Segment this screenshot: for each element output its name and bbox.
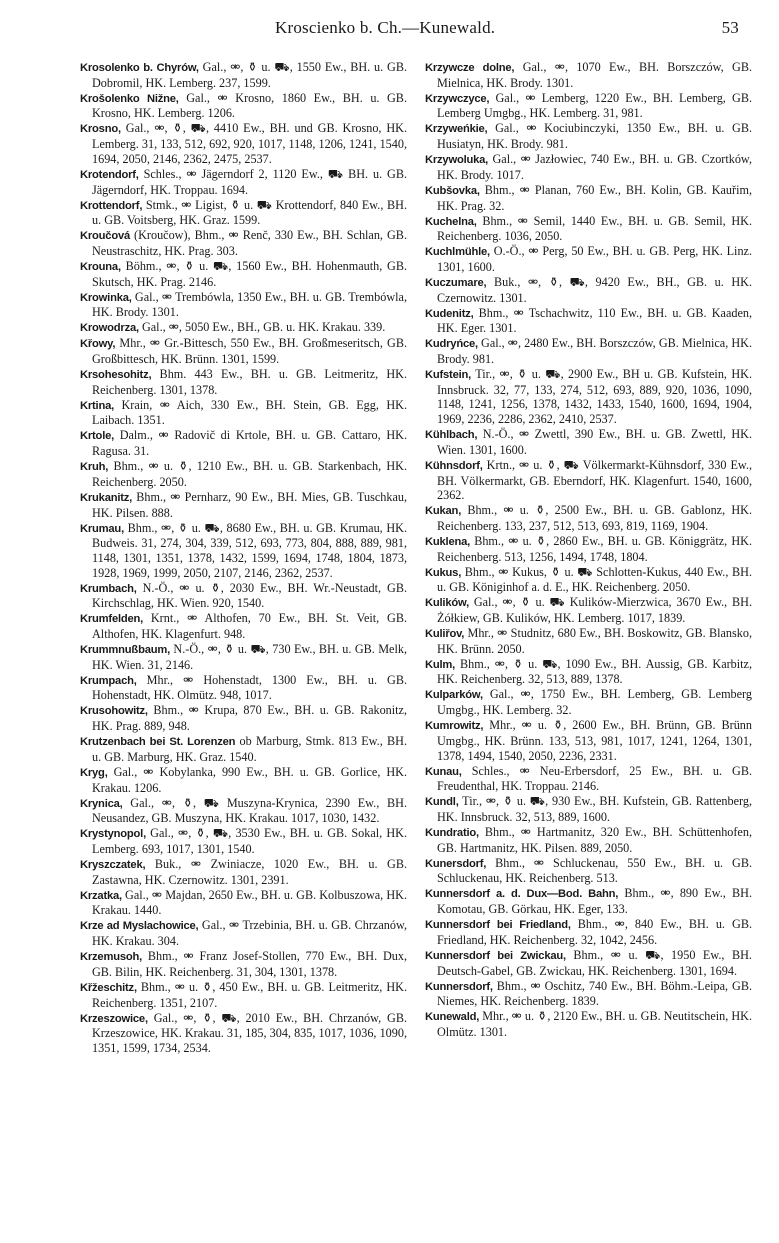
place-entry <box>425 275 752 305</box>
running-title: Kroscienko b. Ch.—Kunewald. <box>275 18 496 37</box>
place-name: Krutzenbach bei St. Lorenzen <box>80 736 236 749</box>
place-entry <box>425 458 752 503</box>
place-entry <box>425 183 752 213</box>
place-name: Krošolenko Nižne, <box>80 92 179 105</box>
place-entry <box>80 367 407 397</box>
left-column <box>80 60 407 1230</box>
place-name: Kuczumare, <box>425 276 487 289</box>
place-name: Kukus, <box>425 566 462 579</box>
place-details: Gal., ⚮, ⚱ u. ⛟, 1550 Ew., BH. u. GB. Dobromil, HK. Lemberg. 237, 1599. <box>92 60 408 90</box>
place-name: Krumbach, <box>80 582 137 595</box>
place-entry <box>80 459 407 489</box>
place-entry <box>80 1011 407 1056</box>
place-name: Kulparków, <box>425 689 483 702</box>
place-details: Bhm., ⚮ Tschachwitz, 110 Ew., BH. u. GB. Kaaden, HK. Eger. 1301. <box>437 305 752 336</box>
place-details: Tir., ⚮, ⚱ u. ⛟, 2900 Ew., BH u. GB. Kufstein, HK. Innsbruck. 32, 77, 133, 274, 512, 693, 889, 920, 1036, 1090, 1148, 1241, 1256, 1378, 1432, 1433, 1540, 1600, 1694, 1904, 1969, 2236, 2286, 2362, 2410, 2537. <box>437 367 752 427</box>
place-name: Kukan, <box>425 505 462 518</box>
place-entry <box>80 428 407 458</box>
place-name: Kudryńce, <box>425 338 478 351</box>
place-entry <box>80 259 407 289</box>
place-details: Schles., ⚮ Jägerndorf 2, 1120 Ew., ⛟ BH. u. GB. Jägerndorf, HK. Troppau. 1694. <box>92 166 407 197</box>
place-name: Krzyweńkie, <box>425 123 488 136</box>
place-details: ob Marburg, Stmk. 813 Ew., BH. u. GB. Marburg, HK. Graz. 1540. <box>92 734 407 764</box>
place-name: Kunersdorf, <box>425 857 487 870</box>
place-entry <box>80 581 407 611</box>
place-details: Gal., ⚮, ⚱, ⛟, 4410 Ew., BH. und GB. Krosno, HK. Lemberg. 31, 133, 512, 692, 920, 1017, 1148, 1206, 1241, 1540, 1694, 2050, 2146, 2362, 2475, 2537. <box>92 121 407 166</box>
place-name: Krtole, <box>80 430 115 443</box>
place-details: Mhr., ⚮ u. ⚱, 2600 Ew., BH. Brünn, GB. Brünn Umgbg., HK. Brünn. 133, 513, 981, 1017, 1241, 1264, 1301, 1378, 1494, 1540, 2050, 2236, 2331. <box>437 718 752 763</box>
entry-columns <box>80 60 752 1230</box>
place-entry <box>80 642 407 672</box>
place-name: Krzywcze dolne, <box>425 62 515 74</box>
place-details: Gal., ⚮, ⚱, ⛟, 3530 Ew., BH. u. GB. Sokal, HK. Lemberg. 693, 1017, 1301, 1540. <box>92 826 407 856</box>
place-details: Bhm., ⚮, ⚱ u. ⛟, 8680 Ew., BH. u. GB. Krumau, HK. Budweis. 31, 274, 304, 339, 512, 693, 773, 804, 888, 889, 981, 1148, 1301, 1351, 1378, 1432, 1599, 1694, 1748, 1804, 1873, 1928, 1969, 1999, 2050, 2107, 2146, 2362, 2537. <box>92 520 407 580</box>
place-entry <box>425 718 752 763</box>
place-name: Krukanitz, <box>80 491 133 504</box>
place-details: Bhm., ⚮ Kukus, ⚱ u. ⛟ Schlotten-Kukus, 440 Ew., BH. u. GB. Königinhof a. d. E., HK. Reichenberg. 2050. <box>437 564 752 595</box>
place-entry <box>80 918 407 948</box>
place-details: Bhm., ⚮ u. ⚱, 2860 Ew., BH. u. GB. Königgrätz, HK. Reichenberg. 513, 1256, 1494, 1748, 1804. <box>437 533 752 564</box>
place-details: Böhm., ⚮, ⚱ u. ⛟, 1560 Ew., BH. Hohenmauth, GB. Skutsch, HK. Prag. 2146. <box>92 258 407 289</box>
place-entry <box>425 427 752 457</box>
place-name: Krusohowitz, <box>80 705 148 718</box>
place-entry <box>425 948 752 978</box>
place-details: Bhm., ⚮ Hartmanitz, 320 Ew., BH. Schüttenhofen, GB. Hartmanitz, HK. Pilsen. 889, 2050. <box>437 824 752 855</box>
place-details: Krnt., ⚮ Althofen, 70 Ew., BH. St. Veit, GB. Althofen, HK. Klagenfurt. 948. <box>92 611 407 642</box>
place-entry <box>80 673 407 703</box>
place-details: Gal., ⚮, ⚱, ⛟, 2010 Ew., BH. Chrzanów, GB. Krzeszowice, HK. Krakau. 31, 185, 304, 835, 1017, 1036, 1090, 1351, 1599, 1734, 2534. <box>92 1010 407 1055</box>
running-header <box>60 14 739 42</box>
place-entry <box>80 198 407 228</box>
place-name: Krze ad Myslachowice, <box>80 920 199 933</box>
place-entry <box>80 949 407 979</box>
place-name: Krotendorf, <box>80 168 139 181</box>
place-details: Gal., ⚮ Jazłowiec, 740 Ew., BH. u. GB. Czortków, HK. Brody. 1017. <box>437 152 752 182</box>
place-entry <box>425 764 752 794</box>
place-details: Gal., ⚮ Trzebinia, BH. u. GB. Chrzanów, HK. Krakau. 304. <box>92 918 407 949</box>
place-name: Kufstein, <box>425 369 472 382</box>
place-entry <box>80 888 407 918</box>
right-column <box>425 60 752 1230</box>
place-name: Kumrowitz, <box>425 720 484 733</box>
place-name: Krosolenko b. Chyrów, <box>80 62 199 74</box>
place-entry <box>80 857 407 887</box>
place-name: Kryszczatek, <box>80 858 146 871</box>
place-entry <box>80 611 407 641</box>
place-entry <box>80 703 407 733</box>
place-entry <box>425 336 752 366</box>
place-details: N.-Ö., ⚮, ⚱ u. ⛟, 730 Ew., BH. u. GB. Melk, HK. Wien. 31, 2146. <box>92 642 407 672</box>
place-details: Bhm., ⚮ u. ⚱, 1210 Ew., BH. u. GB. Starkenbach, HK. Reichenberg. 2050. <box>92 459 407 489</box>
place-details: Bhm., ⚮ Oschitz, 740 Ew., BH. Böhm.-Leipa, GB. Niemes, HK. Reichenberg. 1839. <box>437 978 752 1009</box>
place-name: Krumfelden, <box>80 613 144 626</box>
place-details: Bhm., ⚮ u. ⛟, 1950 Ew., BH. Deutsch-Gabel, GB. Zwickau, HK. Reichenberg. 1301, 1694. <box>437 947 752 978</box>
place-details: Bhm., ⚮ u. ⚱, 450 Ew., BH. u. GB. Leitmeritz, HK. Reichenberg. 1351, 2107. <box>92 979 407 1010</box>
place-name: Kulm, <box>425 658 456 671</box>
place-name: Kunnersdorf a. d. Dux—Bod. Bahn, <box>425 888 619 901</box>
place-details: Bhm., ⚮ Krupa, 870 Ew., BH. u. GB. Rakonitz, HK. Prag. 889, 948. <box>92 703 407 734</box>
place-details: Mhr., ⚮ Gr.-Bittesch, 550 Ew., BH. Großmeseritsch, GB. Großbittesch, HK. Brünn. 1301, 1599. <box>92 336 407 367</box>
place-details: Bhm., ⚮ Schluckenau, 550 Ew., BH. u. GB. Schluckenau, HK. Reichenberg. 513. <box>437 855 752 886</box>
place-entry <box>425 794 752 824</box>
place-entry <box>80 765 407 795</box>
place-details: Bhm., ⚮, 840 Ew., BH. u. GB. Friedland, HK. Reichenberg. 32, 1042, 2456. <box>437 917 752 947</box>
place-details: Bhm., ⚮, 890 Ew., BH. Komotau, GB. Görkau, HK. Eger, 133. <box>437 886 752 917</box>
place-entry <box>425 626 752 656</box>
place-details: Gal., ⚮ Trembówla, 1350 Ew., BH. u. GB. Trembówla, HK. Brody. 1301. <box>92 289 407 320</box>
place-details: Mhr., ⚮ u. ⚱, 2120 Ew., BH. u. GB. Neutitschein, HK. Olmütz. 1301. <box>437 1009 753 1039</box>
place-name: Kruh, <box>80 461 109 474</box>
place-name: Kuchelna, <box>425 215 477 228</box>
place-details: Buk., ⚮, ⚱, ⛟, 9420 Ew., BH., GB. u. HK. Czernowitz. 1301. <box>437 274 752 305</box>
place-entry <box>80 336 407 366</box>
place-entry <box>425 856 752 886</box>
place-name: Kryg, <box>80 766 108 779</box>
place-details: Gal., ⚮ Krosno, 1860 Ew., BH. u. GB. Krosno, HK. Lemberg. 1206. <box>92 90 407 121</box>
place-name: Krumau, <box>80 522 124 535</box>
place-details: Bhm., ⚮ Franz Josef-Stollen, 770 Ew., BH. Dux, GB. Bilin, HK. Reichenberg. 31, 304, 1301, 1378. <box>92 949 407 979</box>
place-entry <box>80 121 407 166</box>
place-details: Bhm. 443 Ew., BH. u. GB. Leitmeritz, HK. Reichenberg. 1301, 1378. <box>92 367 407 397</box>
place-details: N.-Ö., ⚮ u. ⚱, 2030 Ew., BH. Wr.-Neustadt, GB. Kirchschlag, HK. Wien. 920, 1540. <box>92 580 407 611</box>
place-entry <box>80 490 407 520</box>
place-details: Schles., ⚮ Neu-Erbersdorf, 25 Ew., BH. u. GB. Freudenthal, HK. Troppau. 2146. <box>437 763 752 794</box>
place-entry <box>80 826 407 856</box>
place-name: Kuklena, <box>425 535 471 548</box>
place-name: Krystynopol, <box>80 828 146 841</box>
place-entry <box>425 534 752 564</box>
place-entry <box>425 595 752 625</box>
place-name: Krzemusoh, <box>80 951 143 964</box>
place-details: Mhr., ⚮ Hohenstadt, 1300 Ew., BH. u. GB. Hohenstadt, HK. Olmütz. 948, 1017. <box>92 672 407 703</box>
place-name: Krzywoluka, <box>425 154 489 167</box>
place-details: Tir., ⚮, ⚱ u. ⛟, 930 Ew., BH. Kufstein, GB. Rattenberg, HK. Innsbruck. 32, 513, 889, 1600. <box>437 794 752 824</box>
place-entry <box>425 979 752 1009</box>
place-entry <box>80 398 407 428</box>
place-entry <box>425 825 752 855</box>
place-name: Krtina, <box>80 399 115 412</box>
place-details: Bhm., ⚮ Pernharz, 90 Ew., BH. Mies, GB. Tuschkau, HK. Pilsen. 888. <box>92 489 407 520</box>
place-details: Gal., ⚮, 2480 Ew., BH. Borszczów, GB. Mielnica, HK. Brody. 981. <box>437 336 752 367</box>
place-entry <box>80 91 407 121</box>
place-entry <box>425 657 752 687</box>
place-details: N.-Ö., ⚮ Zwettl, 390 Ew., BH. u. GB. Zwettl, HK. Wien. 1301, 1600. <box>437 427 752 457</box>
place-name: Kunnersdorf bei Zwickau, <box>425 949 566 962</box>
place-name: Kroučová <box>80 230 131 243</box>
place-name: Kühnsdorf, <box>425 459 483 472</box>
place-name: Kunnersdorf, <box>425 980 493 993</box>
place-details: Mhr., ⚮ Studnitz, 680 Ew., BH. Boskowitz, GB. Blansko, HK. Brünn. 2050. <box>437 626 752 656</box>
place-name: Krouna, <box>80 260 121 273</box>
place-name: Křowy, <box>80 338 116 351</box>
place-entry <box>425 121 752 151</box>
place-name: Kundratio, <box>425 826 479 839</box>
place-details: Gal., ⚮ Kociubinczyki, 1350 Ew., BH. u. GB. Husiatyn, HK. Brody. 981. <box>437 121 752 152</box>
place-details: Krtn., ⚮ u. ⚱, ⛟ Völkermarkt-Kühnsdorf, 330 Ew., BH. Völkermarkt, GB. Eberndorf, HK. Klagenfurt. 1540, 1600, 2362. <box>437 457 752 503</box>
place-entry <box>80 521 407 581</box>
place-entry <box>425 244 752 274</box>
place-name: Krowinka, <box>80 291 132 304</box>
place-entry <box>80 167 407 197</box>
place-details: Gal., ⚮ Majdan, 2650 Ew., BH. u. GB. Kolbuszowa, HK. Krakau. 1440. <box>92 887 407 918</box>
place-details: (Kroučow), Bhm., ⚮ Renč, 330 Ew., BH. Schlan, GB. Neustraschitz, HK. Prag. 303. <box>92 228 407 258</box>
place-name: Krzeszowice, <box>80 1012 148 1025</box>
place-entry <box>425 886 752 916</box>
place-name: Křžeschitz, <box>80 981 137 994</box>
place-name: Kühlbach, <box>425 429 478 442</box>
place-entry <box>425 60 752 90</box>
place-details: Gal., ⚮, 1070 Ew., BH. Borszczów, GB. Mielnica, HK. Brody. 1301. <box>437 60 752 90</box>
place-entry <box>425 565 752 595</box>
place-entry <box>80 290 407 320</box>
place-entry <box>425 306 752 336</box>
place-entry <box>425 367 752 427</box>
place-entry <box>80 796 407 826</box>
place-name: Kuliřov, <box>425 628 465 641</box>
place-details: Stmk., ⚮ Ligist, ⚱ u. ⛟ Krottendorf, 840 Ew., BH. u. GB. Voitsberg, HK. Graz. 1599. <box>92 197 407 228</box>
place-entry <box>80 60 407 90</box>
place-name: Krsohesohitz, <box>80 369 152 382</box>
place-name: Krzatka, <box>80 889 122 902</box>
place-name: Krumpach, <box>80 674 137 687</box>
place-name: Kudenitz, <box>425 307 474 320</box>
place-entry <box>425 503 752 533</box>
place-entry <box>425 1009 752 1039</box>
page-number: 53 <box>721 18 739 37</box>
place-details: O.-Ö., ⚮ Perg, 50 Ew., BH. u. GB. Perg, HK. Linz. 1301, 1600. <box>437 244 752 274</box>
place-entry <box>80 980 407 1010</box>
place-details: Gal., ⚮, ⚱ u. ⛟ Kulików-Mierzwica, 3670 Ew., BH. Żółkiew, GB. Kulików, HK. Lemberg. 1017, 1839. <box>437 595 752 626</box>
place-details: Bhm., ⚮, ⚱ u. ⛟, 1090 Ew., BH. Aussig, GB. Karbitz, HK. Reichenberg. 32, 513, 889, 1378. <box>437 656 752 687</box>
place-entry <box>425 214 752 244</box>
place-entry <box>80 228 407 258</box>
place-name: Kunau, <box>425 765 462 778</box>
place-name: Kulików, <box>425 597 469 610</box>
place-entry <box>425 917 752 947</box>
place-entry <box>425 687 752 717</box>
place-entry <box>80 734 407 764</box>
place-name: Kubšovka, <box>425 184 480 197</box>
place-details: Buk., ⚮ Zwiniacze, 1020 Ew., BH. u. GB. Zastawna, HK. Czernowitz. 1301, 2391. <box>92 856 407 887</box>
place-name: Krynica, <box>80 797 123 810</box>
place-name: Kuchlmühle, <box>425 246 490 259</box>
place-details: Gal., ⚮ Kobylanka, 990 Ew., BH. u. GB. Gorlice, HK. Krakau. 1206. <box>92 764 407 795</box>
place-details: Krain, ⚮ Aich, 330 Ew., BH. Stein, GB. Egg, HK. Laibach. 1351. <box>92 397 407 428</box>
place-name: Krzywczyce, <box>425 92 490 105</box>
place-details: Gal., ⚮, ⚱, ⛟ Muszyna-Krynica, 2390 Ew., BH. Neusandez, GB. Muszyna, HK. Krakau. 1017, 1030, 1432. <box>92 795 407 826</box>
place-name: Krottendorf, <box>80 199 143 212</box>
place-name: Kunnersdorf bei Friedland, <box>425 919 571 932</box>
place-details: Bhm., ⚮ u. ⚱, 2500 Ew., BH. u. GB. Gablonz, HK. Reichenberg. 133, 237, 512, 513, 693, 819, 1169, 1904. <box>437 503 752 533</box>
place-entry <box>425 91 752 121</box>
place-details: Gal., ⚮ Lemberg, 1220 Ew., BH. Lemberg, GB. Lemberg Umgbg., HK. Lemberg. 31, 981. <box>437 90 752 121</box>
place-details: Gal., ⚮, 5050 Ew., BH., GB. u. HK. Krakau. 339. <box>138 320 386 335</box>
place-details: Bhm., ⚮ Semil, 1440 Ew., BH. u. GB. Semil, HK. Reichenberg. 1036, 2050. <box>437 213 752 244</box>
place-name: Krosno, <box>80 123 121 136</box>
place-details: Gal., ⚮, 1750 Ew., BH. Lemberg, GB. Lemberg Umgbg., HK. Lemberg. 32. <box>437 687 752 718</box>
place-name: Kunewald, <box>425 1011 480 1024</box>
place-name: Krowodrza, <box>80 322 139 335</box>
place-name: Krummnußbaum, <box>80 644 171 657</box>
place-entry <box>425 152 752 182</box>
place-details: Bhm., ⚮ Planan, 760 Ew., BH. Kolin, GB. Kauřim, HK. Prag. 32. <box>437 182 752 213</box>
place-entry <box>80 320 407 336</box>
place-details: Dalm., ⚮ Radovič di Krtole, BH. u. GB. Cattaro, HK. Ragusa. 31. <box>92 428 407 459</box>
place-name: Kundl, <box>425 796 459 809</box>
